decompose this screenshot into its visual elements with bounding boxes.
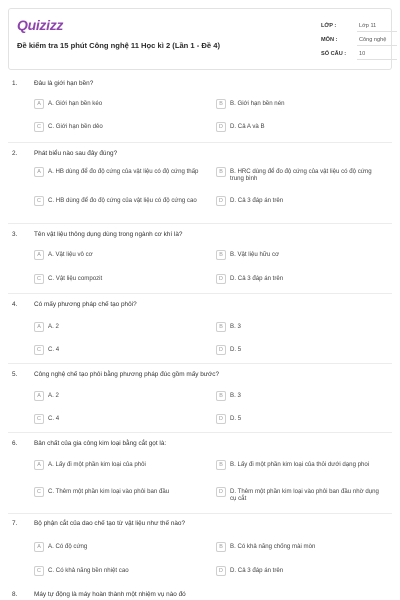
option-text: B. 3 bbox=[230, 323, 241, 330]
option-c[interactable] bbox=[34, 274, 204, 290]
question-text: Bộ phận cắt của dao chế tạo từ vật liệu như thế nào? bbox=[34, 520, 186, 527]
option-b[interactable] bbox=[216, 542, 386, 558]
option-badge: D bbox=[216, 345, 226, 355]
meta-value: Lớp 11 bbox=[357, 20, 397, 32]
option-a[interactable] bbox=[34, 322, 204, 338]
option-badge: A bbox=[34, 167, 44, 177]
option-d[interactable] bbox=[216, 122, 386, 138]
option-text: D. 5 bbox=[230, 346, 242, 353]
option-text: D. Cả 3 đáp án trên bbox=[230, 567, 284, 574]
option-c[interactable] bbox=[34, 345, 204, 361]
option-badge: C bbox=[34, 274, 44, 284]
meta-label: SỐ CÂU : bbox=[321, 51, 347, 57]
question-text: Máy tự động là máy hoàn thành một nhiệm vụ nào đó bbox=[34, 591, 186, 598]
option-badge: A bbox=[34, 322, 44, 332]
meta-label: LỚP : bbox=[321, 23, 337, 29]
question-text: Bản chất của gia công kim loại bằng cắt gọt là: bbox=[34, 440, 167, 447]
option-b[interactable] bbox=[216, 167, 386, 187]
option-badge: C bbox=[34, 414, 44, 424]
option-text: A. Có độ cứng bbox=[48, 543, 88, 550]
option-badge: D bbox=[216, 487, 226, 497]
option-badge: B bbox=[216, 322, 226, 332]
option-text: D. Cả 3 đáp án trên bbox=[230, 275, 284, 282]
question-number: 6. bbox=[12, 440, 18, 447]
question-number: 1. bbox=[12, 80, 18, 87]
question-text: Công nghệ chế tạo phôi bằng phương pháp đúc gồm mấy bước? bbox=[34, 371, 219, 378]
option-b[interactable] bbox=[216, 391, 386, 407]
option-text: A. HB dùng để đo độ cứng của vật liệu có độ cứng thấp bbox=[48, 168, 199, 175]
divider bbox=[8, 293, 392, 294]
option-text: B. Vật liệu hữu cơ bbox=[230, 251, 280, 258]
option-d[interactable] bbox=[216, 414, 386, 430]
option-badge: B bbox=[216, 460, 226, 470]
option-b[interactable] bbox=[216, 322, 386, 338]
option-badge: A bbox=[34, 460, 44, 470]
option-text: B. 3 bbox=[230, 392, 241, 399]
divider bbox=[8, 432, 392, 433]
option-badge: C bbox=[34, 566, 44, 576]
option-text: C. HB dùng để đo độ cứng của vật liệu có độ cứng cao bbox=[48, 197, 197, 204]
option-badge: B bbox=[216, 99, 226, 109]
option-c[interactable] bbox=[34, 487, 204, 507]
option-badge: C bbox=[34, 345, 44, 355]
question-number: 3. bbox=[12, 231, 18, 238]
meta-row-subject bbox=[321, 33, 397, 47]
meta-panel bbox=[321, 19, 397, 61]
divider bbox=[8, 363, 392, 364]
divider bbox=[8, 142, 392, 143]
option-b[interactable] bbox=[216, 250, 386, 266]
option-badge: D bbox=[216, 274, 226, 284]
option-a[interactable] bbox=[34, 391, 204, 407]
option-text: B. Có khả năng chống mài mòn bbox=[230, 543, 316, 550]
option-badge: D bbox=[216, 196, 226, 206]
option-badge: A bbox=[34, 250, 44, 260]
option-badge: A bbox=[34, 99, 44, 109]
meta-row-class bbox=[321, 19, 397, 33]
option-badge: C bbox=[34, 122, 44, 132]
option-text: D. Cả A và B bbox=[230, 123, 265, 130]
option-text: A. Giới hạn bền kéo bbox=[48, 100, 103, 107]
option-badge: A bbox=[34, 542, 44, 552]
option-d[interactable] bbox=[216, 566, 386, 582]
option-text: C. Thêm một phần kim loại vào phôi ban đầu bbox=[48, 488, 170, 495]
question-text: Đâu là giới hạn bền? bbox=[34, 80, 94, 87]
option-badge: D bbox=[216, 414, 226, 424]
option-text: C. 4 bbox=[48, 346, 60, 353]
option-badge: B bbox=[216, 542, 226, 552]
option-a[interactable] bbox=[34, 99, 204, 115]
option-d[interactable] bbox=[216, 196, 386, 216]
option-badge: A bbox=[34, 391, 44, 401]
meta-value: 10 bbox=[357, 48, 397, 60]
meta-row-count bbox=[321, 47, 397, 61]
option-b[interactable] bbox=[216, 99, 386, 115]
option-text: C. 4 bbox=[48, 415, 60, 422]
option-text: A. 2 bbox=[48, 323, 59, 330]
option-text: D. 5 bbox=[230, 415, 242, 422]
option-text: B. HRC dùng để đo độ cứng của vật liệu có độ cứng trung bình bbox=[230, 168, 372, 183]
option-badge: B bbox=[216, 391, 226, 401]
option-text: C. Giới hạn bền dẻo bbox=[48, 123, 103, 130]
option-text: B. Lấy đi một phần kim loại của thỏi dưới dạng phoi bbox=[230, 461, 370, 468]
option-c[interactable] bbox=[34, 414, 204, 430]
option-text: D. Thêm một phần kim loại vào phôi ban đầu nhờ dụng cụ cắt bbox=[230, 488, 379, 503]
option-d[interactable] bbox=[216, 274, 386, 290]
option-a[interactable] bbox=[34, 542, 204, 558]
option-text: A. Lấy đi một phần kim loại của phôi bbox=[48, 461, 146, 468]
option-a[interactable] bbox=[34, 460, 204, 480]
question-number: 2. bbox=[12, 150, 18, 157]
option-c[interactable] bbox=[34, 196, 204, 216]
option-b[interactable] bbox=[216, 460, 386, 480]
option-text: C. Vật liệu compozit bbox=[48, 275, 103, 282]
option-c[interactable] bbox=[34, 566, 204, 582]
option-text: A. 2 bbox=[48, 392, 59, 399]
question-text: Có mấy phương pháp chế tạo phôi? bbox=[34, 301, 137, 308]
question-text: Tên vật liệu thông dụng dùng trong ngành cơ khí là? bbox=[34, 231, 183, 238]
worksheet-title: Đề kiểm tra 15 phút Công nghệ 11 Học kì 2 (Lần 1 - Đề 4) bbox=[17, 41, 220, 50]
quizizz-logo: Quizizz bbox=[17, 17, 64, 33]
meta-label: MÔN : bbox=[321, 37, 338, 43]
option-a[interactable] bbox=[34, 250, 204, 266]
option-badge: B bbox=[216, 250, 226, 260]
option-text: D. Cả 3 đáp án trên bbox=[230, 197, 284, 204]
option-badge: C bbox=[34, 487, 44, 497]
option-badge: D bbox=[216, 566, 226, 576]
worksheet-header bbox=[8, 8, 392, 70]
meta-value: Công nghệ bbox=[357, 34, 397, 46]
option-a[interactable] bbox=[34, 167, 204, 187]
question-number: 7. bbox=[12, 520, 18, 527]
question-number: 5. bbox=[12, 371, 18, 378]
option-badge: B bbox=[216, 167, 226, 177]
option-text: C. Có khả năng bền nhiệt cao bbox=[48, 567, 129, 574]
question-number: 8. bbox=[12, 591, 18, 598]
divider bbox=[8, 513, 392, 514]
option-badge: C bbox=[34, 196, 44, 206]
option-d[interactable] bbox=[216, 345, 386, 361]
option-text: B. Giới hạn bền nén bbox=[230, 100, 285, 107]
option-badge: D bbox=[216, 122, 226, 132]
question-number: 4. bbox=[12, 301, 18, 308]
option-text: A. Vật liệu vô cơ bbox=[48, 251, 93, 258]
option-c[interactable] bbox=[34, 122, 204, 138]
option-d[interactable] bbox=[216, 487, 386, 507]
divider bbox=[8, 223, 392, 224]
question-text: Phát biểu nào sau đây đúng? bbox=[34, 150, 118, 157]
